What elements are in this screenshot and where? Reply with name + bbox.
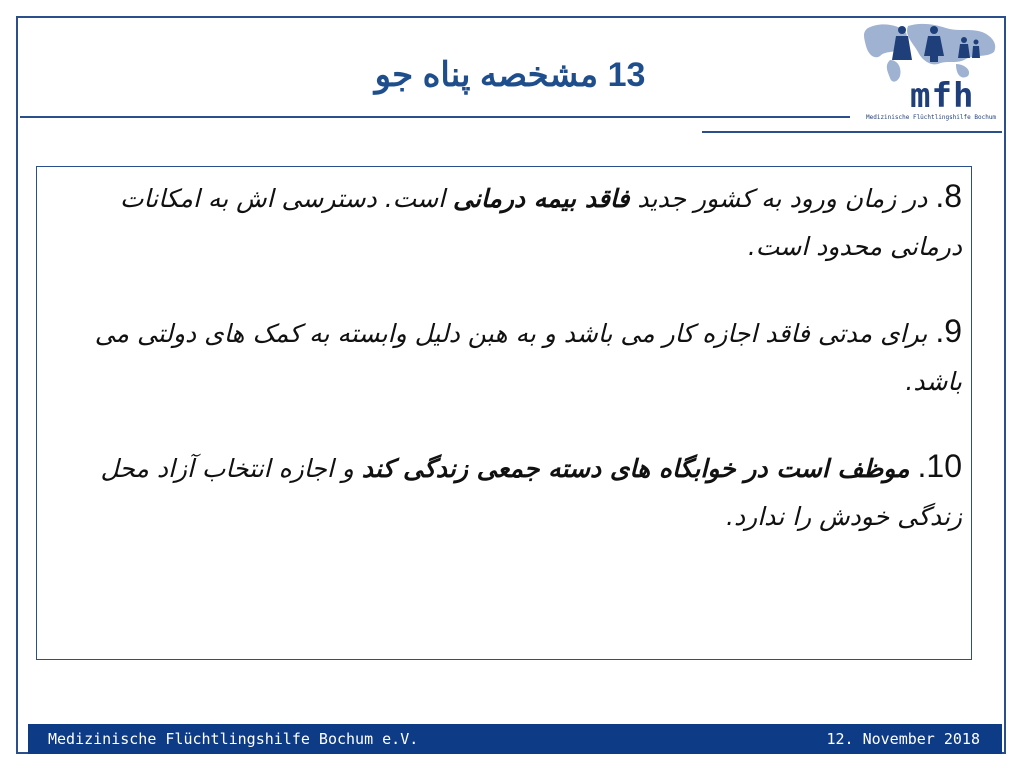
title-divider [20, 116, 850, 118]
item-text: است. دسترسی اش به امکانات درمانی محدود است. [120, 184, 962, 261]
item-emphasis: موظف است در خوابگاه های دسته جمعی زندگی کند [361, 454, 910, 483]
item-text: در زمان ورود به کشور جدید [629, 184, 936, 213]
slide-title: 13 مشخصه پناه جو [374, 56, 646, 94]
list-item [50, 307, 962, 406]
item-text: برای مدتی فاقد اجازه کار می باشد و به هبن دلیل وابسته به کمک های دولتی می باشد. [94, 319, 962, 396]
footer-date: 12. November 2018 [826, 730, 980, 748]
item-text: و اجازه انتخاب آزاد محل زندگی خودش را ندارد. [100, 454, 962, 531]
logo-wordmark: mfh [910, 76, 975, 116]
list-item [50, 172, 962, 271]
item-text [910, 454, 918, 483]
footer-bar [28, 724, 1002, 754]
item-number: 8. [935, 178, 962, 214]
footer-organization: Medizinische Flüchtlingshilfe Bochum e.V. [48, 730, 419, 748]
list-item [50, 442, 962, 541]
logo-divider [702, 131, 1002, 133]
item-number: 9. [935, 313, 962, 349]
content-list [50, 172, 962, 577]
item-number: 10. [917, 448, 962, 484]
item-emphasis: فاقد بیمه درمانی [453, 184, 630, 213]
logo-subtitle: Medizinische Flüchtlingshilfe Bochum [866, 114, 997, 121]
